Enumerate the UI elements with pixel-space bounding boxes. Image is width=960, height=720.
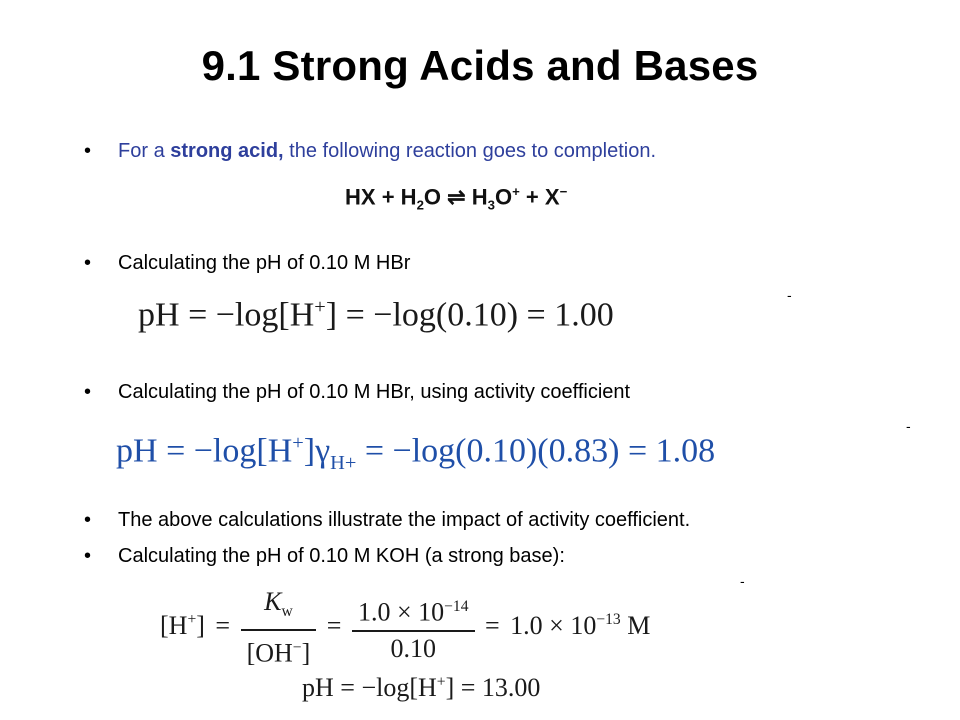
dash-mark: - bbox=[906, 418, 911, 434]
bullet-ph-koh bbox=[84, 544, 565, 568]
bullet-impact bbox=[84, 508, 690, 532]
ph-koh-equation: pH = −log[H+] = 13.00 bbox=[302, 673, 541, 702]
bullet-text-strong-acid: strong acid, bbox=[170, 140, 284, 162]
bullet-ph-activity bbox=[84, 380, 630, 404]
bullet-ph-hbr bbox=[84, 251, 410, 275]
bullet-text: The above calculations illustrate the impact of activity coefficient. bbox=[118, 509, 691, 531]
bullet-strong-acid bbox=[84, 139, 656, 163]
bullet-text-suffix: the following reaction goes to completion. bbox=[283, 140, 657, 162]
kw-equation: [H+] = $\frac{K_w}{[OH^-]}$ = $\frac{1.0 \times 10^{-14}}{0.10}$ = $1.0 \times 10^{-13}$ M bbox=[160, 585, 650, 671]
bullet-dot: • bbox=[84, 252, 92, 274]
bullet-text: Calculating the pH of 0.10 M HBr, using activity coefficient bbox=[118, 381, 631, 403]
ph-activity-equation: pH = $-\log[H^+]\gamma_{H+} = -\log(0.10)(0.83) = 1.08$ bbox=[116, 432, 716, 475]
dash-mark: - bbox=[787, 287, 792, 303]
bullet-dot: • bbox=[84, 509, 92, 531]
bullet-dot: • bbox=[84, 140, 92, 162]
bullet-text-prefix: For bbox=[118, 140, 154, 162]
bullet-text: Calculating the pH of 0.10 M HBr bbox=[118, 252, 411, 274]
ph-hbr-equation: pH = −log[H+] = −log(0.10) = 1.00 bbox=[138, 296, 614, 334]
bullet-text-article: a bbox=[153, 140, 171, 162]
slide-title: 9.1 Strong Acids and Bases bbox=[201, 42, 759, 89]
bullet-dot: • bbox=[84, 381, 92, 403]
dash-mark: - bbox=[740, 573, 745, 589]
fraction-values: $\frac{1.0 \times 10^{-14}}{0.10}$ bbox=[352, 590, 475, 666]
bullet-dot: • bbox=[84, 545, 92, 567]
bullet-text: Calculating the pH of 0.10 M KOH (a strong base): bbox=[118, 545, 565, 567]
reaction-equation: HX + $H_2O$ ⇌ $H_3O^+ + X^-$ bbox=[345, 184, 568, 213]
fraction-kw-oh: $\frac{K_w}{[OH^-]}$ bbox=[241, 585, 317, 671]
